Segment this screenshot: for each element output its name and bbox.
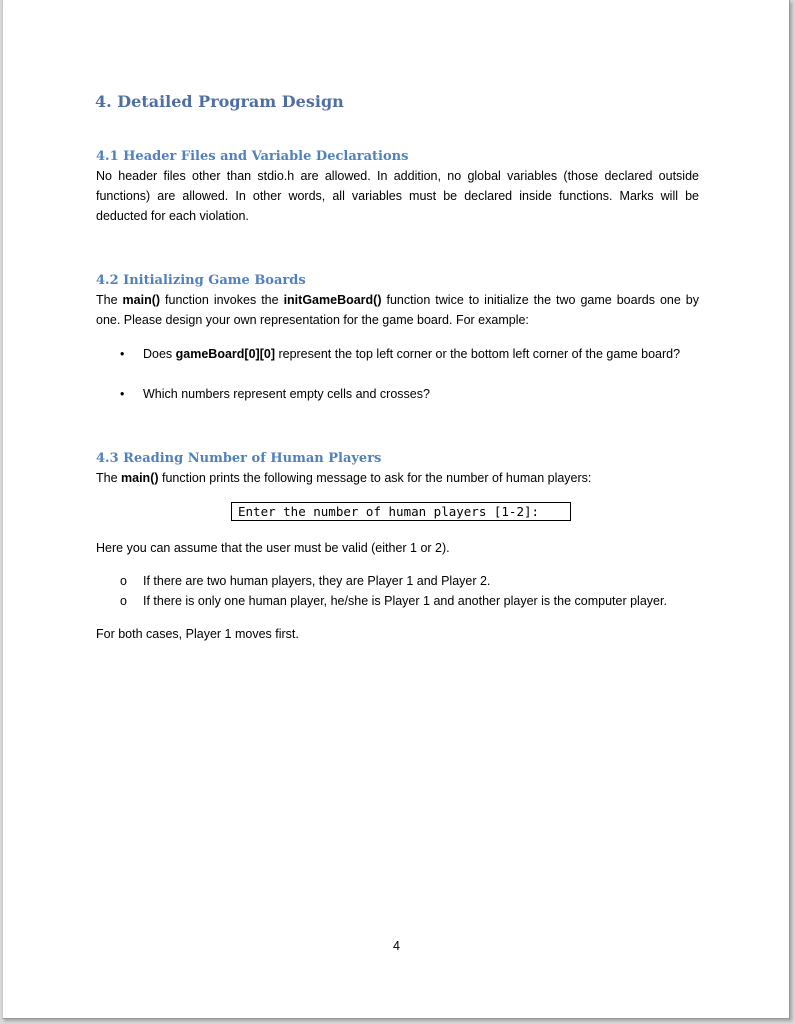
page-number: 4	[393, 939, 400, 953]
prompt-message-box: Enter the number of human players [1-2]:	[231, 502, 571, 521]
bullet-item: • Does gameBoard[0][0] represent the top left corner or the bottom left corner of the game board?	[96, 344, 699, 364]
subsection-4-3-title: 4.3 Reading Number of Human Players	[96, 451, 382, 466]
subsection-4-1-title: 4.1 Header Files and Variable Declarations	[96, 149, 409, 164]
bullet-icon: •	[120, 347, 125, 361]
document-page	[2, 0, 790, 1019]
circle-bullet-item: o If there are two human players, they are Player 1 and Player 2.	[96, 571, 699, 591]
subsection-4-2-title: 4.2 Initializing Game Boards	[96, 273, 306, 288]
subsection-4-1-text: No header files other than stdio.h are allowed. In addition, no global variables (those declared outside functions) are allowed. In other words, all variables must be declared inside functions. Marks will be deducted for each violation.	[96, 169, 699, 223]
circle-bullet-icon: o	[120, 594, 127, 608]
circle-bullet-item: o If there is only one human player, he/she is Player 1 and another player is the computer player.	[96, 591, 699, 611]
assumption-text: Here you can assume that the user must be valid (either 1 or 2).	[96, 541, 450, 555]
bullet-item: • Which numbers represent empty cells and crosses?	[96, 384, 699, 404]
section-heading: 4. Detailed Program Design	[95, 92, 344, 111]
circle-bullet-icon: o	[120, 574, 127, 588]
subsection-4-3-text: The main() function prints the following message to ask for the number of human players:	[96, 471, 592, 485]
init-function-name: initGameBoard()	[283, 293, 382, 307]
subsection-4-2-text: The main() function invokes the initGameBoard() function twice to initialize the two game boards one by one. Please design your own representation for the game board. For example:	[96, 293, 699, 327]
bullet-icon: •	[120, 387, 125, 401]
both-cases-text: For both cases, Player 1 moves first.	[96, 627, 299, 641]
main-function-name: main()	[122, 293, 161, 307]
